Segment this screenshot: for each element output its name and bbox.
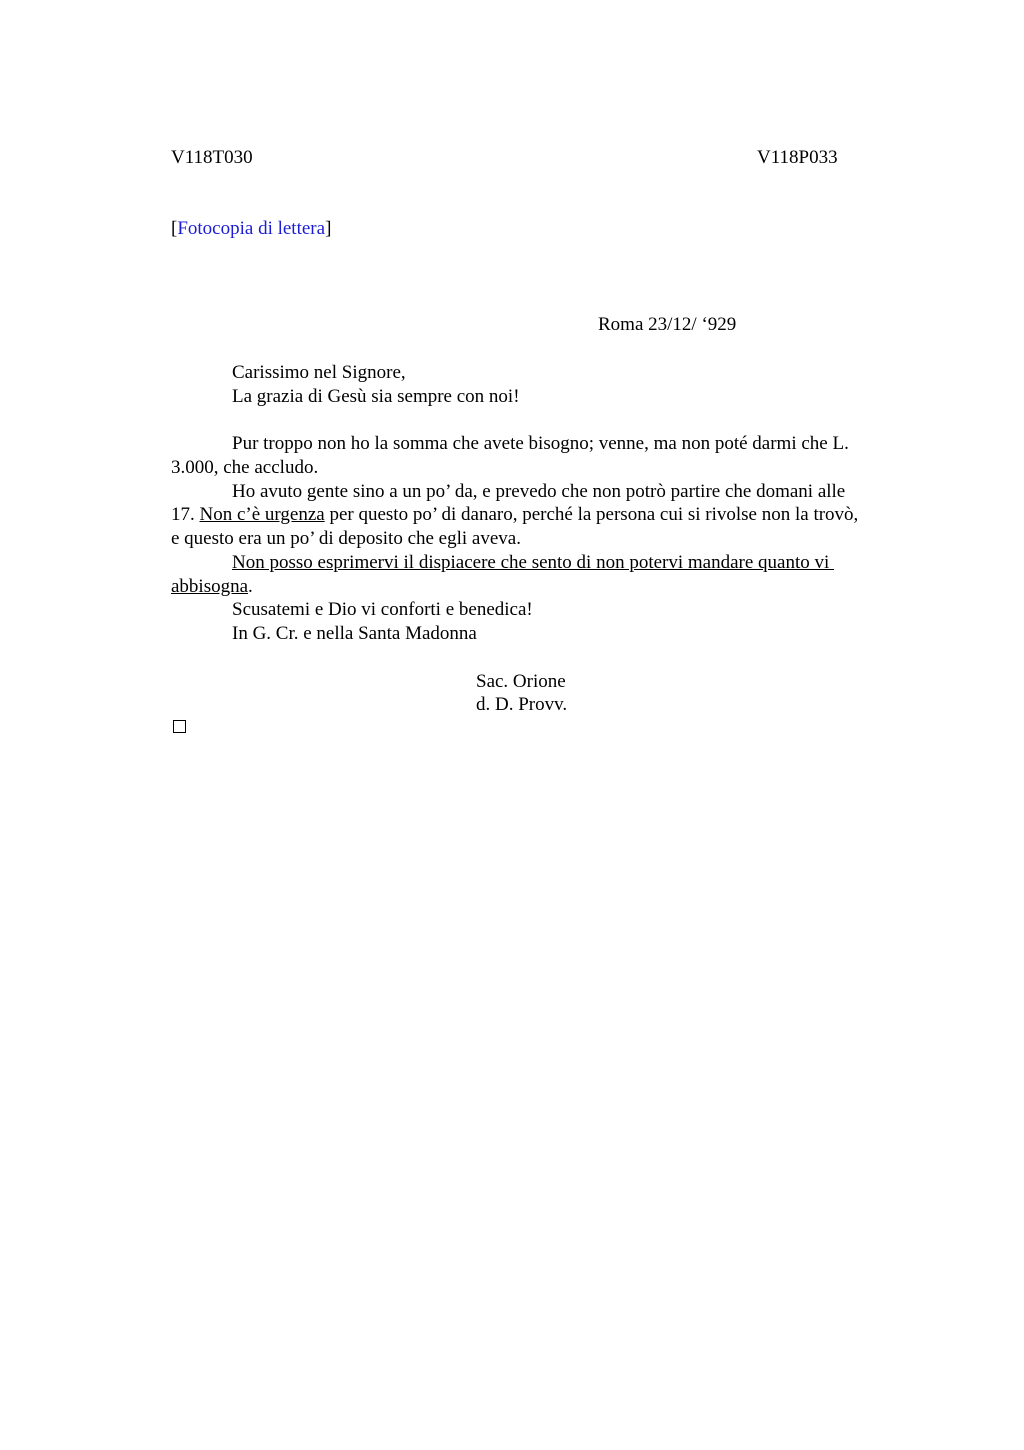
paragraph-3-line-1: Non posso esprimervi il dispiacere che sento di non potervi mandare quanto vi [232,552,835,573]
note-text: Fotocopia di lettera [177,218,326,239]
archive-code-right: V118P033 [757,147,838,168]
p2-line2-suffix: per questo po’ di danaro, perché la persona cui si rivolse non la trovò, [324,504,859,525]
closing-line-1: Scusatemi e Dio vi conforti e benedica! [232,599,533,620]
note-close-bracket: ] [325,218,332,239]
empty-square-icon [173,720,186,733]
paragraph-2-line-2 [171,503,858,527]
editorial-note [171,217,331,241]
p3-line2-suffix: . [248,576,253,597]
salutation: Carissimo nel Signore, [232,362,406,383]
paragraph-1-line-2: 3.000, che accludo. [171,457,319,478]
place-date: Roma 23/12/ ‘929 [598,314,737,335]
paragraph-1-line-1: Pur troppo non ho la somma che avete bisogno; venne, ma non poté darmi che L. [232,433,849,454]
paragraph-2-line-3: e questo era un po’ di deposito che egli aveva. [171,528,521,549]
signature-title: d. D. Provv. [476,694,568,715]
p2-line2-prefix: 17. [171,504,200,525]
paragraph-3-line-2 [171,575,253,599]
underlined-word: abbisogna [171,576,249,597]
note-open-bracket: [ [171,218,178,239]
archive-code-left: V118T030 [171,147,253,168]
underlined-phrase: Non c’è urgenza [199,504,325,525]
paragraph-2-line-1: Ho avuto gente sino a un po’ da, e prevedo che non potrò partire che domani alle [232,481,846,502]
signature-name: Sac. Orione [476,671,566,692]
closing-line-2: In G. Cr. e nella Santa Madonna [232,623,477,644]
greeting: La grazia di Gesù sia sempre con noi! [232,386,520,407]
